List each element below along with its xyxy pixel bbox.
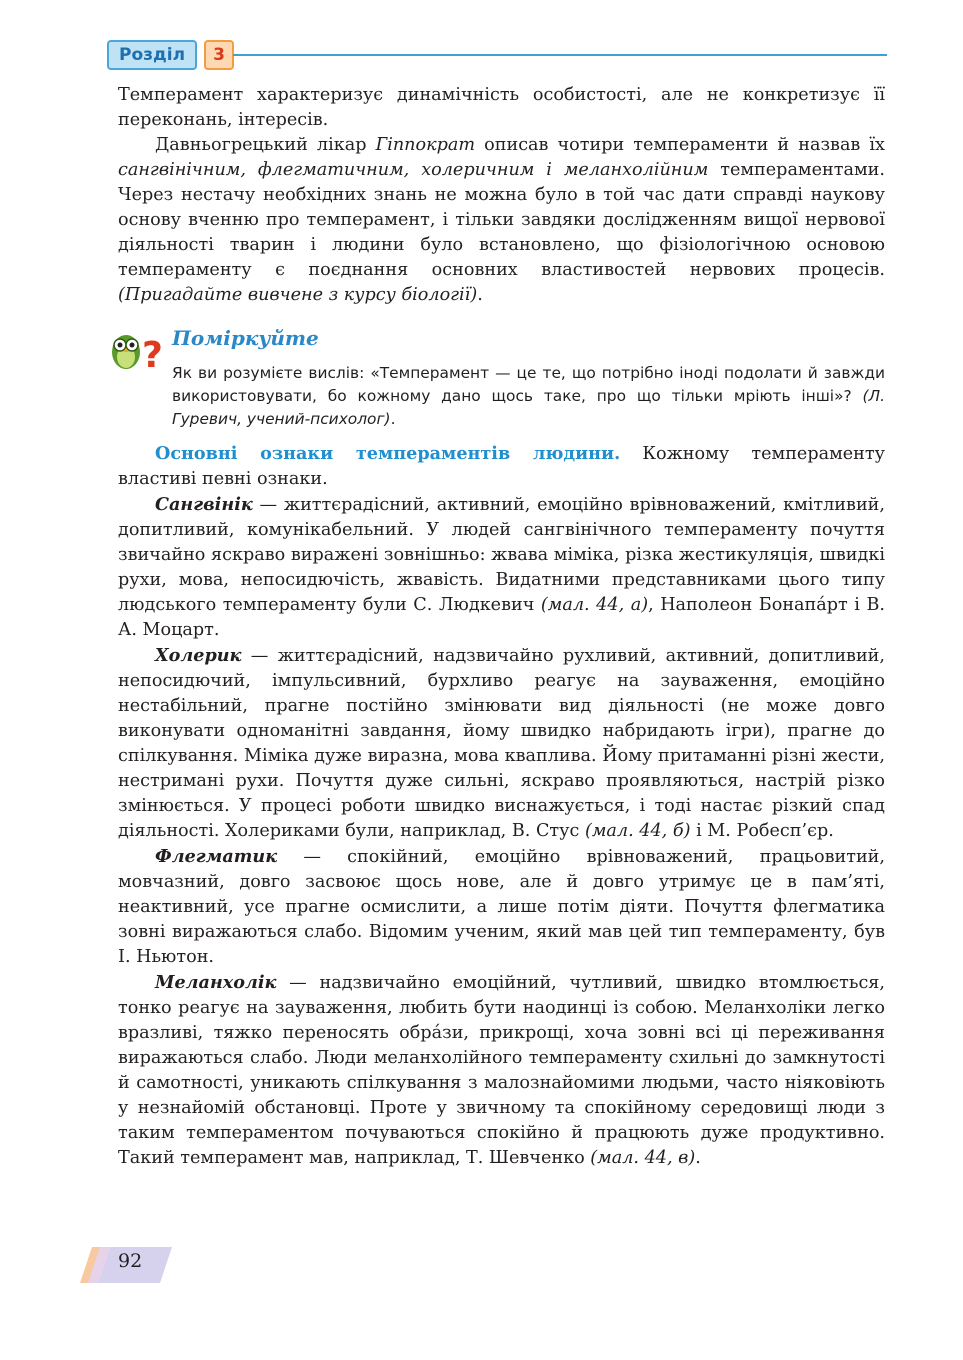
- main-text: [118, 441, 885, 1171]
- text-run: Кожному темпераменту властиві певні ознаки.: [118, 444, 885, 489]
- melancholic-paragraph: [118, 970, 885, 1171]
- header-rule: [233, 54, 887, 56]
- section-heading: Основні ознаки темпераментів людини.: [155, 443, 621, 464]
- think-title: Поміркуйте: [172, 326, 319, 350]
- text-run: .: [695, 1148, 701, 1168]
- think-text: [172, 362, 885, 431]
- choleric-term: Холерик: [155, 645, 242, 666]
- figure-ref: (мал. 44, в): [590, 1148, 696, 1168]
- text-run: Давньогрецький лікар: [155, 135, 376, 155]
- section-label: Розділ: [107, 40, 197, 70]
- quote-citation: (Л. Гуревич, учений-психолог): [172, 387, 885, 428]
- svg-text:?: ?: [142, 335, 163, 371]
- melancholic-term: Меланхолік: [155, 972, 277, 993]
- text-run: і М. Робесп’єр.: [690, 821, 834, 841]
- text-run: , Наполеон Бонапа́рт і В. А. Моцарт.: [118, 595, 885, 640]
- figure-ref: (мал. 44, а): [540, 595, 649, 615]
- intro-paragraph-2: [118, 133, 885, 308]
- text-run: описав чотири темпераменти й назвав їх: [475, 135, 885, 155]
- sanguine-paragraph: [118, 492, 885, 643]
- text-run: — спокійний, емоційно врівноважений, працьовитий, мовчазний, довго засвоює щось нове, але й довго утримує це в пам’яті, неактивний, усе прагне осмислити, а лише потім діяти. Почуття флегматика зовні виражаються слабо. Відомим ученим, який мав цей тип темпераменту, був І. Ньютон.: [118, 847, 885, 967]
- phlegmatic-term: Флегматик: [155, 846, 278, 867]
- section-header: [107, 38, 887, 72]
- page-number: 92: [118, 1250, 143, 1272]
- sanguine-term: Сангвінік: [155, 494, 253, 515]
- phlegmatic-paragraph: [118, 844, 885, 970]
- text-run: — життєрадісний, активний, емоційно врівноважений, кмітливий, допитливий, комунікабельний. У людей сангвінічного темпераменту почуття звичайно яскраво виражені зовнішньо: жвава міміка, різка жестикуляція, швидкі рухи, мова, непосидючість, жвавість. Видатними представниками цього типу людського темпераменту були С. Людкевич: [118, 495, 885, 615]
- temperament-types: сангвінічним, флегматичним, холеричним і меланхолійним: [118, 160, 709, 180]
- text-run: .: [390, 410, 396, 428]
- signs-paragraph: [118, 441, 885, 492]
- text-run: темпераментами. Через нестачу необхідних знань не можна було в той час дати справді наукову основу вченню про темперамент, і тільки завдяки дослідженням вищої нервової діяльності тварин і людини було встановлено, що фізіологічною основою темпераменту є поєднання основних властивостей нервових процесів.: [118, 160, 885, 280]
- text-run: — надзвичайно емоційний, чутливий, швидко втомлюється, тонко реагує на зауваження, любить бути наодинці із собою. Меланхоліки легко вразливі, тяжко переносять обра́зи, прикрощі, хоча зовні всі ці переживання виражаються слабо. Люди меланхолійного темпераменту схильні до замкнутості й самотності, уникають спілкування з малознайомими людьми, часто ніяковіють у незнайомій обстановці. Проте у звичному та спокійному середовищі люди з таким темпераментом почуваються спокійно й працюють дуже продуктивно. Такий темперамент мав, наприклад, Т. Шевченко: [118, 973, 885, 1168]
- biology-note: (Пригадайте вивчене з курсу біології): [118, 285, 478, 305]
- choleric-paragraph: [118, 643, 885, 844]
- intro-paragraph-1: Темперамент характеризує динамічність особистості, але не конкретизує її переконань, інтересів.: [118, 85, 885, 130]
- section-number: 3: [204, 40, 234, 70]
- quote-text: Як ви розумієте вислів: «Темперамент — це те, що потрібно іноді подолати й завжди використовувати, бо кожному дано щось таке, про що тільки мріють інші»?: [172, 364, 885, 405]
- hippocrates-name: Гіппократ: [375, 135, 476, 155]
- text-run: .: [477, 285, 483, 305]
- owl-question-icon: [108, 329, 166, 371]
- intro-text: [118, 83, 885, 308]
- text-run: — життєрадісний, надзвичайно рухливий, активний, допитливий, непосидючий, імпульсивний, бурхливо реагує на зауваження, емоційно нестабільний, прагне постійно змінювати вид діяльності (не може довго виконувати одноманітні завдання, йому швидко набридають ігри), прагне до спілкування. Міміка дуже виразна, мова кваплива. Йому притаманні різні жести, нестримані рухи. Почуття дуже сильні, яскраво проявляються, настрій різко змінюється. У процесі роботи швидко виснажується, і тоді настає різкий спад діяльності. Холериками були, наприклад, В. Стус: [118, 646, 885, 841]
- figure-ref: (мал. 44, б): [584, 821, 691, 841]
